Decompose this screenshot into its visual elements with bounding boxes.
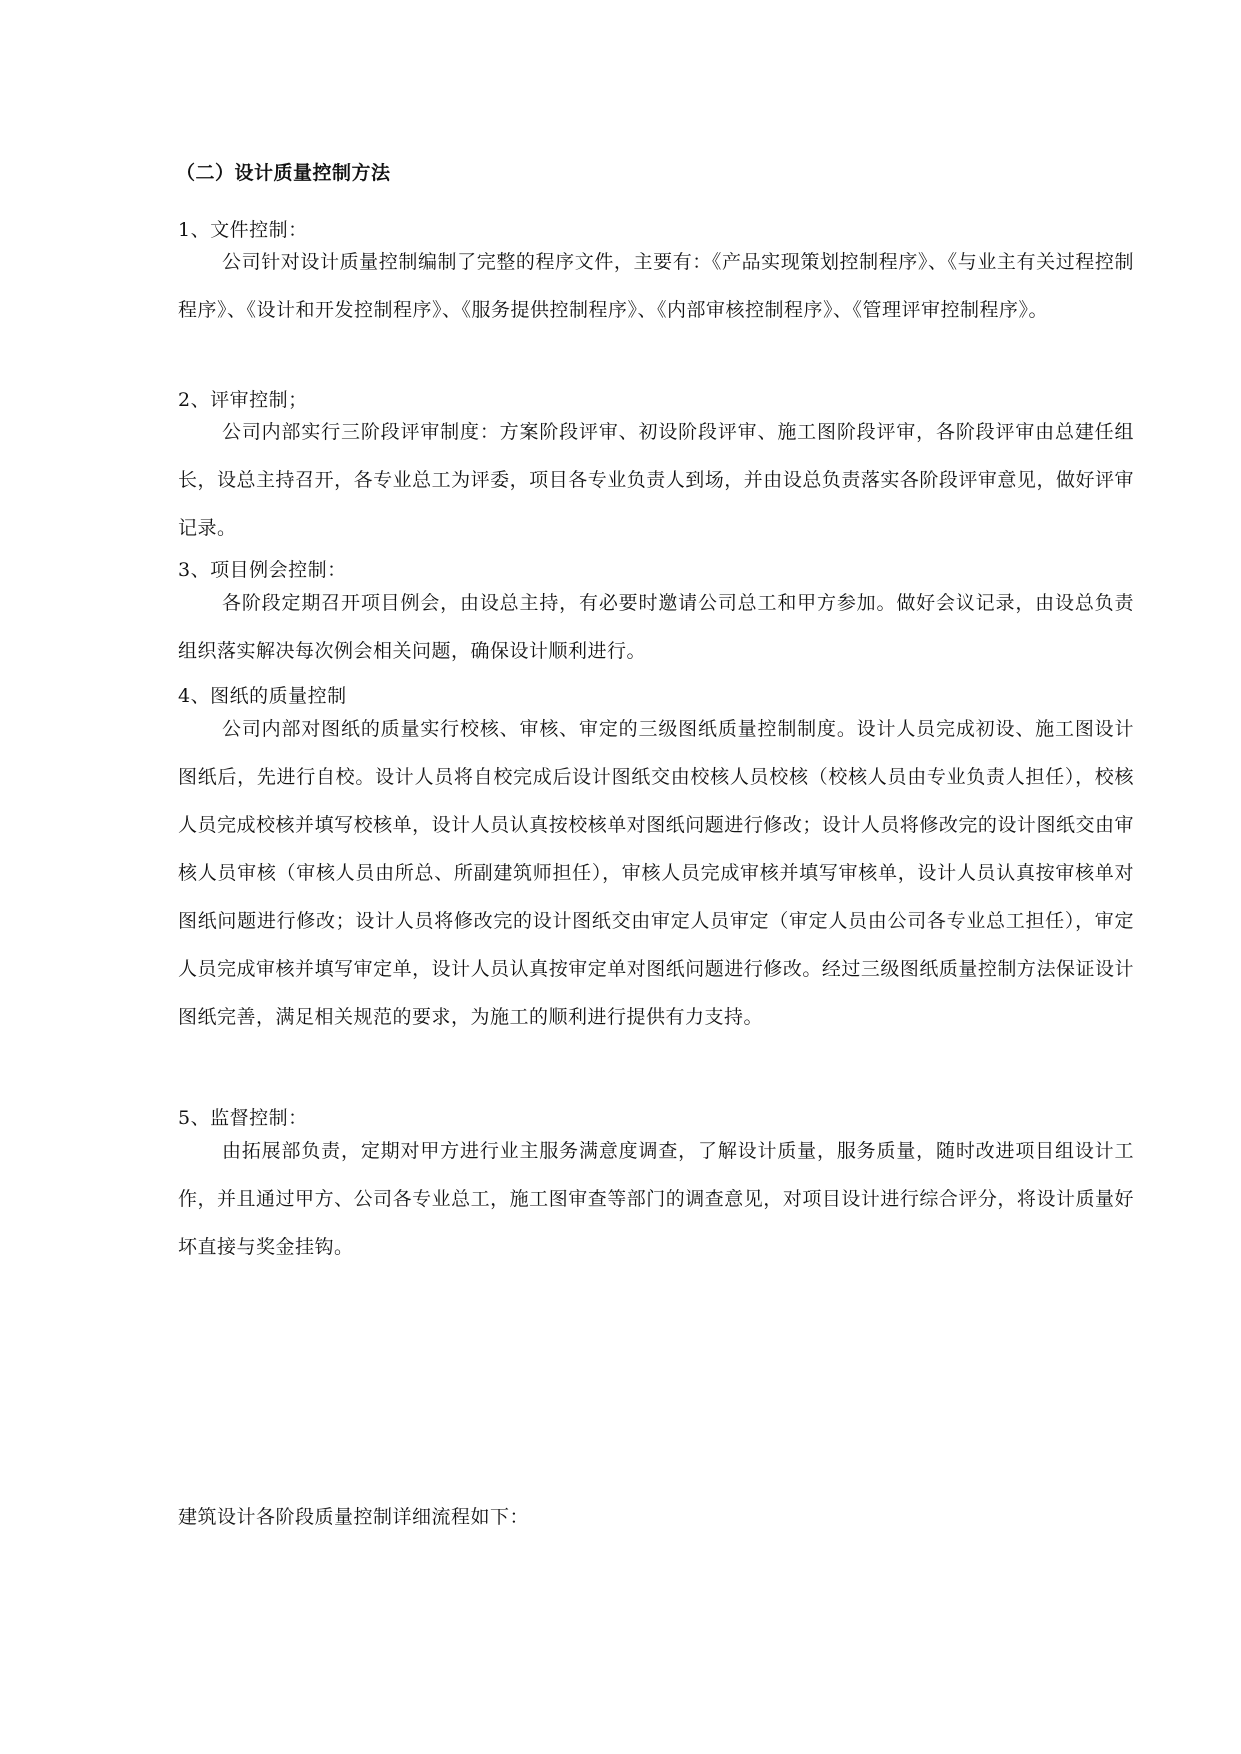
- section-title: （二）设计质量控制方法: [176, 162, 391, 184]
- paragraph-document-control: 公司针对设计质量控制编制了完整的程序文件，主要有：《产品实现策划控制程序》、《与业主有关过程控制程序》、《设计和开发控制程序》、《服务提供控制程序》、《内部审核控制程序》、《管理评审控制程序》。: [178, 251, 1134, 321]
- heading-review-control: 2、评审控制；: [178, 389, 308, 411]
- heading-drawing-quality-control: 4、图纸的质量控制: [178, 685, 347, 707]
- heading-meeting-control: 3、项目例会控制：: [178, 559, 347, 581]
- flow-intro-line: 建筑设计各阶段质量控制详细流程如下：: [178, 1506, 530, 1528]
- paragraph-supervision-control: 由拓展部负责，定期对甲方进行业主服务满意度调查，了解设计质量，服务质量，随时改进项目组设计工作，并且通过甲方、公司各专业总工，施工图审查等部门的调查意见，对项目设计进行综合评分，将设计质量好坏直接与奖金挂钩。: [178, 1140, 1134, 1258]
- paragraph-drawing-quality-control: 公司内部对图纸的质量实行校核、审核、审定的三级图纸质量控制制度。设计人员完成初设、施工图设计图纸后，先进行自校。设计人员将自校完成后设计图纸交由校核人员校核（校核人员由专业负责人担任），校核人员完成校核并填写校核单，设计人员认真按校核单对图纸问题进行修改；设计人员将修改完的设计图纸交由审核人员审核（审核人员由所总、所副建筑师担任），审核人员完成审核并填写审核单，设计人员认真按审核单对图纸问题进行修改；设计人员将修改完的设计图纸交由审定人员审定（审定人员由公司各专业总工担任），审定人员完成审核并填写审定单，设计人员认真按审定单对图纸问题进行修改。经过三级图纸质量控制方法保证设计图纸完善，满足相关规范的要求，为施工的顺利进行提供有力支持。: [178, 718, 1134, 1028]
- paragraph-meeting-control: 各阶段定期召开项目例会，由设总主持，有必要时邀请公司总工和甲方参加。做好会议记录，由设总负责组织落实解决每次例会相关问题，确保设计顺利进行。: [178, 592, 1134, 662]
- heading-supervision-control: 5、监督控制：: [178, 1107, 308, 1129]
- heading-document-control: 1、文件控制：: [178, 219, 308, 241]
- paragraph-review-control: 公司内部实行三阶段评审制度：方案阶段评审、初设阶段评审、施工图阶段评审，各阶段评审由总建任组长，设总主持召开，各专业总工为评委，项目各专业负责人到场，并由设总负责落实各阶段评审意见，做好评审记录。: [178, 421, 1134, 539]
